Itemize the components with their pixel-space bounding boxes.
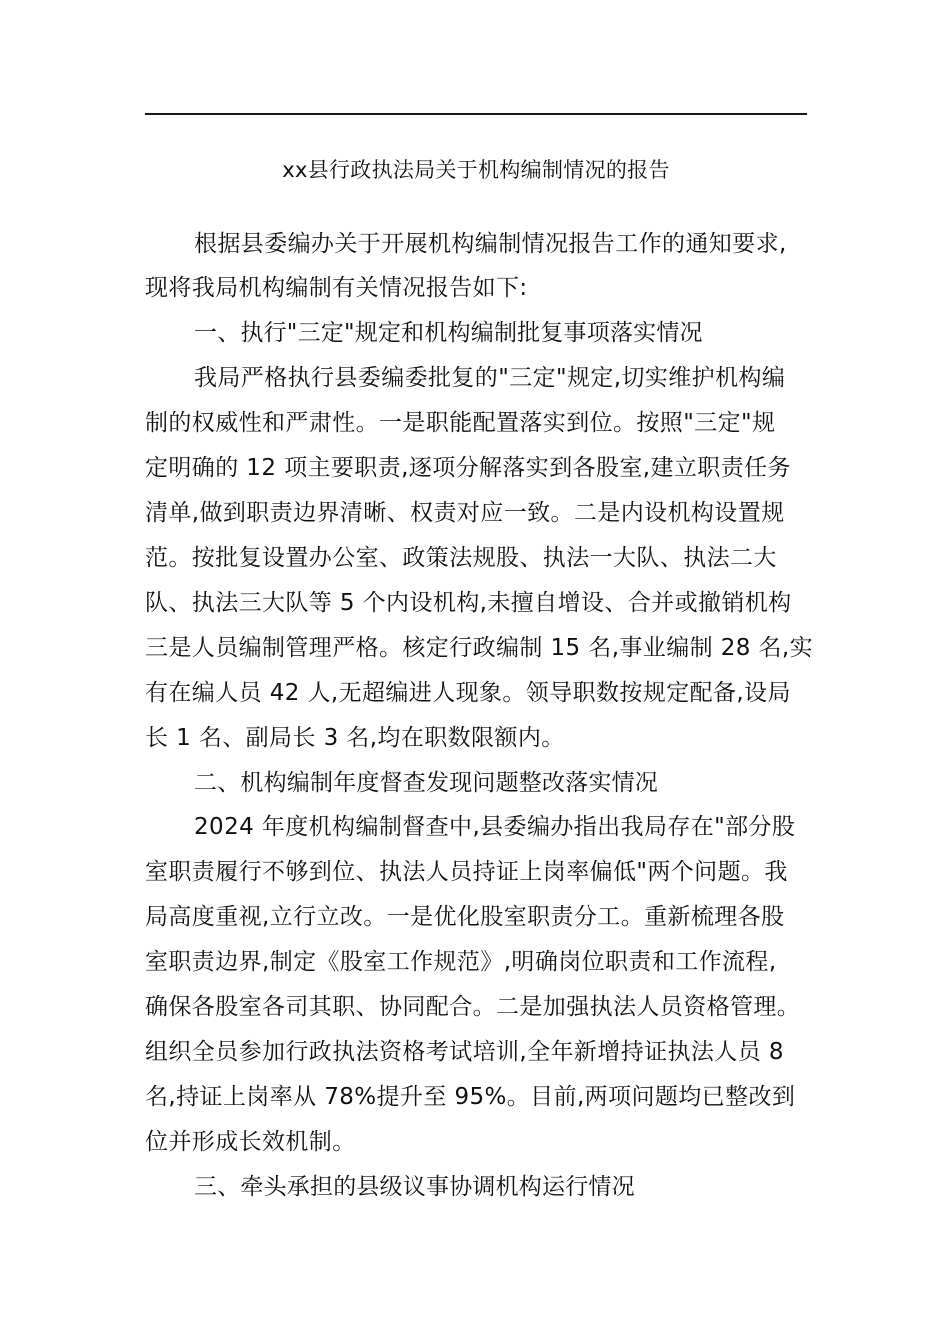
paragraph-line: 队、执法三大队等 5 个内设机构,未擅自增设、合并或撤销机构 [145, 590, 792, 616]
paragraph-line: 局高度重视,立行立改。一是优化股室职责分工。重新梳理各股 [145, 904, 785, 930]
paragraph-line: 2024 年度机构编制督查中,县委编办指出我局存在"部分股 [194, 814, 796, 840]
paragraph-line: 定明确的 12 项主要职责,逐项分解落实到各股室,建立职责任务 [145, 455, 791, 481]
paragraph-line: 确保各股室各司其职、协同配合。二是加强执法人员资格管理。 [145, 994, 801, 1020]
paragraph-line: 制的权威性和严肃性。一是职能配置落实到位。按照"三定"规 [145, 410, 776, 436]
header-rule [145, 113, 807, 115]
paragraph-line: 室职责边界,制定《股室工作规范》,明确岗位职责和工作流程, [145, 949, 777, 975]
paragraph-line: 有在编人员 42 人,无超编进人现象。领导职数按规定配备,设局 [145, 680, 791, 706]
paragraph-line: 范。按批复设置办公室、政策法规股、执法一大队、执法二大 [145, 545, 777, 571]
paragraph-line: 现将我局机构编制有关情况报告如下: [145, 275, 528, 301]
paragraph-line: 三是人员编制管理严格。核定行政编制 15 名,事业编制 28 名,实 [145, 635, 813, 661]
paragraph-line: 组织全员参加行政执法资格考试培训,全年新增持证执法人员 8 [145, 1039, 784, 1065]
paragraph-line: 位并形成长效机制。 [145, 1129, 356, 1155]
section-heading-3: 三、牵头承担的县级议事协调机构运行情况 [194, 1174, 635, 1200]
paragraph-line: 名,持证上岗率从 78%提升至 95%。目前,两项问题均已整改到 [145, 1084, 796, 1110]
paragraph-line: 根据县委编办关于开展机构编制情况报告工作的通知要求, [194, 231, 787, 257]
paragraph-line: 室职责履行不够到位、执法人员持证上岗率偏低"两个问题。我 [145, 859, 788, 885]
paragraph-line: 我局严格执行县委编委批复的"三定"规定,切实维护机构编 [194, 365, 786, 391]
paragraph-line: 清单,做到职责边界清晰、权责对应一致。二是内设机构设置规 [145, 500, 785, 526]
section-heading-1: 一、执行"三定"规定和机构编制批复事项落实情况 [194, 320, 703, 346]
paragraph-line: 长 1 名、副局长 3 名,均在职数限额内。 [145, 725, 565, 751]
section-heading-2: 二、机构编制年度督查发现问题整改落实情况 [194, 770, 658, 796]
document-title: xx县行政执法局关于机构编制情况的报告 [282, 158, 670, 182]
